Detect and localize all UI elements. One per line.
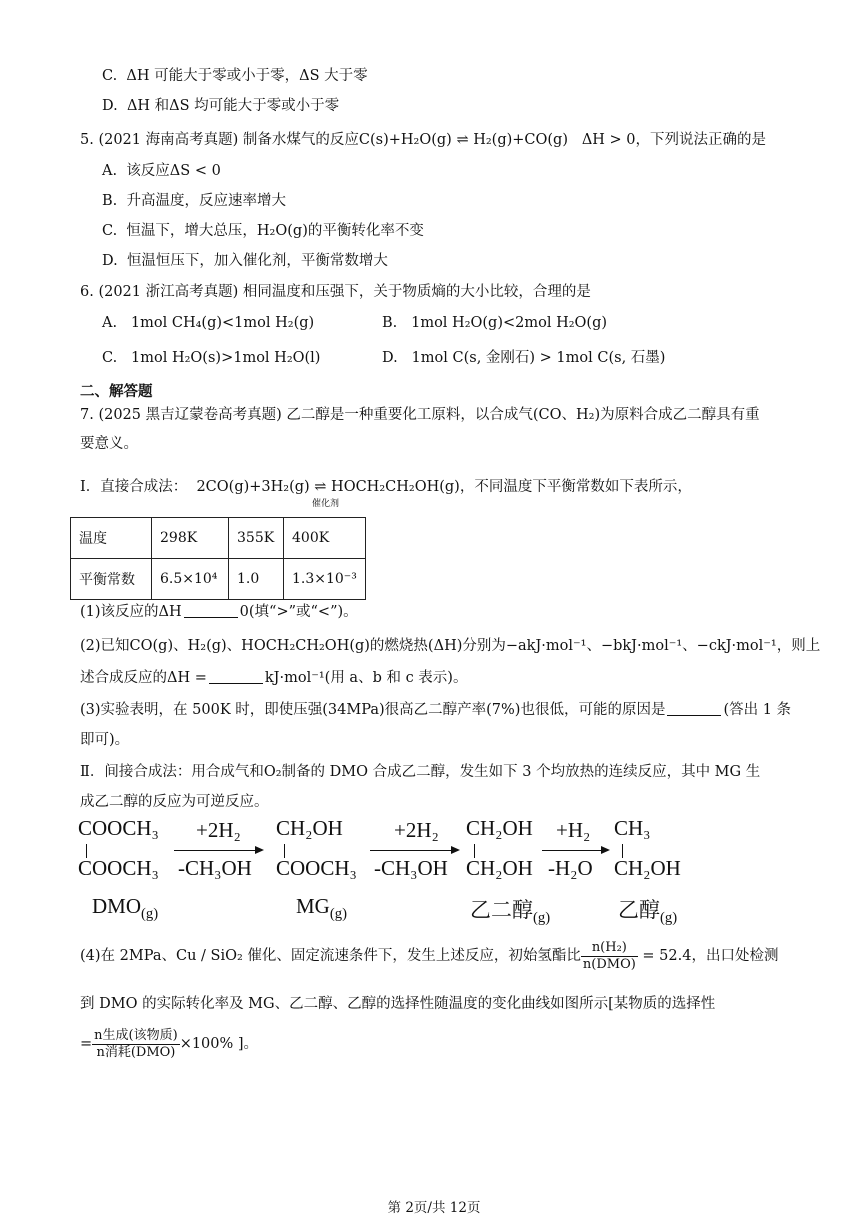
ethanol-bottom: CH₂OH bbox=[614, 856, 681, 880]
ethanol-top: CH₃ bbox=[614, 816, 651, 840]
section-heading: 二、解答题 bbox=[80, 383, 153, 400]
arrow-1-byproduct: -CH₃OH bbox=[178, 856, 252, 880]
sub-question-2-line1: (2)已知CO(g)、H₂(g)、HOCH₂CH₂OH(g)的燃烧热(ΔH)分别为−akJ·mol⁻¹、−bkJ·mol⁻¹、−ckJ·mol⁻¹，则上 bbox=[80, 638, 821, 654]
table-row bbox=[71, 559, 366, 600]
question-6-stem: 6. (2021 浙江高考真题) 相同温度和压强下，关于物质熵的大小比较，合理的是 bbox=[80, 284, 591, 300]
arrow-3-byproduct: -H₂O bbox=[548, 856, 593, 880]
ethanol-label: 乙醇$_{(g)}$ bbox=[618, 898, 678, 927]
answer-blank[interactable] bbox=[184, 603, 238, 618]
arrow-3-reagent: +H₂ bbox=[556, 818, 591, 842]
prev-option-d: D. ΔH 和ΔS 均可能大于零或小于零 bbox=[102, 98, 340, 114]
dmo-top-group: COOCH₃ bbox=[78, 816, 159, 840]
dmo-label: $DMO_{(g)}$ bbox=[92, 894, 159, 923]
table-cell: 6.5×10⁴ bbox=[152, 559, 229, 600]
sub-question-4-line3: = $\frac{\text{n生成(该物质)}}{\text{n消耗(DMO)}}$ ×100% ]。 bbox=[80, 1027, 259, 1060]
table-cell: 400K bbox=[284, 518, 366, 559]
page-footer: 第 2页/共 12页 bbox=[387, 1200, 481, 1216]
sub-question-2-line2: 述合成反应的ΔH = kJ·mol⁻¹(用 a、b 和 c 表示)。 bbox=[80, 670, 468, 686]
ethylene-glycol-top: CH₂OH bbox=[466, 816, 533, 840]
answer-blank[interactable] bbox=[209, 669, 263, 684]
table-header-temperature: 温度 bbox=[71, 518, 152, 559]
question-5-option-a: A. 该反应ΔS < 0 bbox=[102, 163, 221, 179]
answer-blank[interactable] bbox=[667, 701, 721, 716]
mg-top-group: CH₂OH bbox=[276, 816, 343, 840]
mg-label: $MG_{(g)}$ bbox=[296, 894, 347, 923]
reaction-scheme bbox=[78, 816, 698, 926]
table-header-constant: 平衡常数 bbox=[71, 559, 152, 600]
part1-direct-synthesis: Ⅰ．直接合成法： 2CO(g)+3H₂(g) ⇌ HOCH₂CH₂OH(g)，不同温度下平衡常数如下表所示， bbox=[80, 479, 692, 495]
reaction-arrow-3 bbox=[542, 850, 608, 851]
catalyst-label: 催化剂 bbox=[312, 499, 340, 509]
sub-question-3-line2: 即可)。 bbox=[80, 732, 130, 748]
part2-line2: 成乙二醇的反应为可逆反应。 bbox=[80, 794, 269, 810]
question-5-stem: 5. (2021 海南高考真题) 制备水煤气的反应C(s)+H₂O(g) ⇌ H₂(g)+CO(g) ΔH > 0，下列说法正确的是 bbox=[80, 132, 767, 148]
sub-question-4-line2: 到 DMO 的实际转化率及 MG、乙二醇、乙醇的选择性随温度的变化曲线如图所示[某物质的选择性 bbox=[80, 996, 716, 1012]
sub-question-4-line1: (4)在 2MPa、Cu / SiO₂ 催化、固定流速条件下，发生上述反应，初始氢酯比 $\frac{\text{n(H₂)}}{\text{n(DMO)}}$ = 52.4，出口处检测 bbox=[80, 939, 779, 972]
part2-line1: Ⅱ．间接合成法：用合成气和O₂制备的 DMO 合成乙二醇，发生如下 3 个均放热的连续反应，其中 MG 生 bbox=[80, 764, 761, 780]
question-6-option-c: C. 1mol H₂O(s)>1mol H₂O(l) bbox=[102, 350, 321, 366]
question-6-option-b: B. 1mol H₂O(g)<2mol H₂O(g) bbox=[382, 315, 608, 331]
question-7-intro-line2: 要意义。 bbox=[80, 436, 138, 452]
question-5-option-b: B. 升高温度，反应速率增大 bbox=[102, 193, 286, 209]
prev-option-c: C. ΔH 可能大于零或小于零，ΔS 大于零 bbox=[102, 68, 368, 84]
mg-bottom-group: COOCH₃ bbox=[276, 856, 357, 880]
selectivity-formula: $\frac{\text{n生成(该物质)}}{\text{n消耗(DMO)}}$ bbox=[94, 1027, 178, 1060]
ethylene-glycol-bottom: CH₂OH bbox=[466, 856, 533, 880]
table-cell: 298K bbox=[152, 518, 229, 559]
sub-question-1: (1)该反应的ΔH 0(填“>”或“<”)。 bbox=[80, 604, 358, 620]
sub-question-3-line1: (3)实验表明，在 500K 时，即使压强(34MPa)很高乙二醇产率(7%)也很低，可能的原因是 (答出 1 条 bbox=[80, 702, 792, 718]
table-cell: 355K bbox=[229, 518, 284, 559]
reaction-arrow-2 bbox=[370, 850, 458, 851]
hydrogen-ester-ratio: $\frac{\text{n(H₂)}}{\text{n(DMO)}}$ bbox=[582, 939, 636, 972]
question-6-option-a: A. 1mol CH₄(g)<1mol H₂(g) bbox=[102, 315, 315, 331]
equilibrium-constant-table bbox=[70, 517, 366, 600]
question-6-option-d: D. 1mol C(s, 金刚石) > 1mol C(s, 石墨) bbox=[382, 350, 666, 366]
arrow-2-reagent: +2H₂ bbox=[394, 818, 439, 842]
question-5-option-d: D. 恒温恒压下，加入催化剂，平衡常数增大 bbox=[102, 253, 388, 269]
table-cell: 1.0 bbox=[229, 559, 284, 600]
dmo-bottom-group: COOCH₃ bbox=[78, 856, 159, 880]
reaction-arrow-1 bbox=[174, 850, 262, 851]
arrow-2-byproduct: -CH₃OH bbox=[374, 856, 448, 880]
table-row bbox=[71, 518, 366, 559]
table-cell: 1.3×10⁻³ bbox=[284, 559, 366, 600]
ethylene-glycol-label: 乙二醇$_{(g)}$ bbox=[470, 898, 551, 927]
question-7-intro-line1: 7. (2025 黑吉辽蒙卷高考真题) 乙二醇是一种重要化工原料，以合成气(CO、H₂)为原料合成乙二醇具有重 bbox=[80, 407, 760, 423]
question-5-option-c: C. 恒温下，增大总压，H₂O(g)的平衡转化率不变 bbox=[102, 223, 424, 239]
arrow-1-reagent: +2H₂ bbox=[196, 818, 241, 842]
